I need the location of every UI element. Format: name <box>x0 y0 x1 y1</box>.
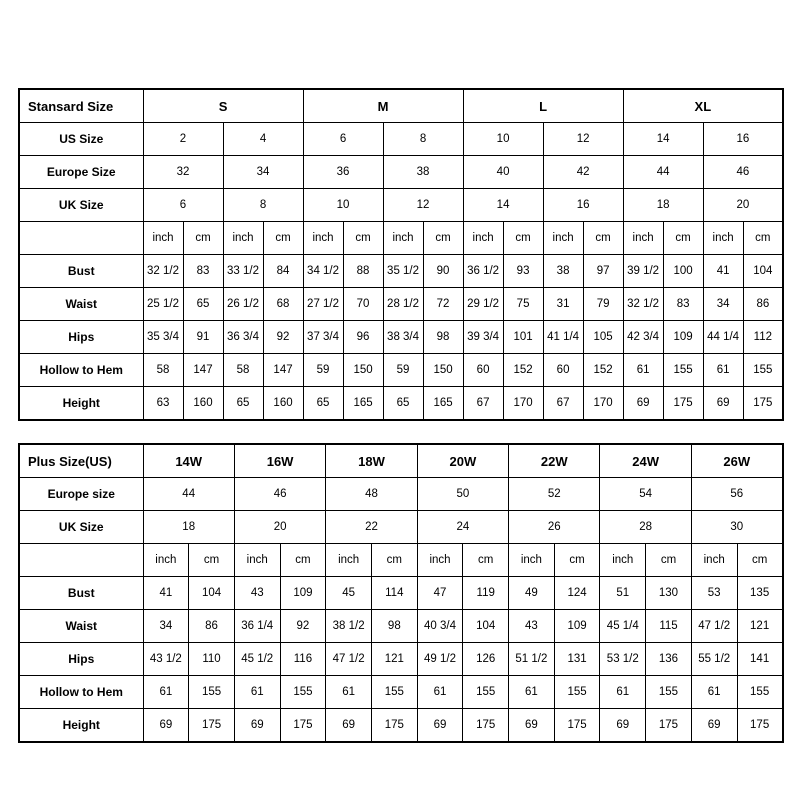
cell: 152 <box>503 354 543 387</box>
cell: 100 <box>663 255 703 288</box>
cell: 93 <box>503 255 543 288</box>
cell: 97 <box>583 255 623 288</box>
unit-cell: cm <box>646 544 692 577</box>
unit-cell: inch <box>623 222 663 255</box>
row-label-europe-size: Europe Size <box>19 156 143 189</box>
unit-cell: cm <box>737 544 783 577</box>
cell: 155 <box>463 676 509 709</box>
cell: 65 <box>383 387 423 421</box>
cell: 51 <box>600 577 646 610</box>
cell: 34 <box>223 156 303 189</box>
table-row <box>19 89 783 123</box>
cell: 165 <box>423 387 463 421</box>
size-group-24w: 24W <box>600 444 691 478</box>
row-label-hollow-to-hem: Hollow to Hem <box>19 676 143 709</box>
plus-size-table <box>18 443 784 743</box>
cell: 29 1/2 <box>463 288 503 321</box>
cell: 65 <box>183 288 223 321</box>
cell: 45 1/2 <box>234 643 280 676</box>
unit-cell: cm <box>280 544 326 577</box>
size-group-xl: XL <box>623 89 783 123</box>
cell: 65 <box>303 387 343 421</box>
cell: 46 <box>703 156 783 189</box>
row-label-uk-size: UK Size <box>19 511 143 544</box>
cell: 175 <box>646 709 692 743</box>
cell: 4 <box>223 123 303 156</box>
size-group-22w: 22W <box>509 444 600 478</box>
table-row <box>19 387 783 421</box>
plus-corner-label: Plus Size(US) <box>19 444 143 478</box>
cell: 52 <box>509 478 600 511</box>
cell: 39 3/4 <box>463 321 503 354</box>
cell: 30 <box>691 511 782 544</box>
unit-cell: inch <box>417 544 463 577</box>
cell: 88 <box>343 255 383 288</box>
cell: 135 <box>737 577 783 610</box>
table-row <box>19 189 783 222</box>
table-row <box>19 444 783 478</box>
size-group-26w: 26W <box>691 444 782 478</box>
cell: 49 <box>509 577 555 610</box>
cell: 69 <box>326 709 372 743</box>
cell: 147 <box>183 354 223 387</box>
cell: 47 <box>417 577 463 610</box>
cell: 43 1/2 <box>143 643 189 676</box>
cell: 109 <box>663 321 703 354</box>
cell: 110 <box>189 643 235 676</box>
table-row <box>19 511 783 544</box>
cell: 41 1/4 <box>543 321 583 354</box>
cell: 69 <box>623 387 663 421</box>
cell: 112 <box>743 321 783 354</box>
cell: 101 <box>503 321 543 354</box>
cell: 126 <box>463 643 509 676</box>
cell: 32 1/2 <box>143 255 183 288</box>
cell: 61 <box>326 676 372 709</box>
cell: 165 <box>343 387 383 421</box>
cell: 6 <box>303 123 383 156</box>
cell: 44 1/4 <box>703 321 743 354</box>
table-row <box>19 577 783 610</box>
cell: 61 <box>143 676 189 709</box>
row-label-hollow-to-hem: Hollow to Hem <box>19 354 143 387</box>
cell: 136 <box>646 643 692 676</box>
unit-cell: cm <box>343 222 383 255</box>
cell: 46 <box>234 478 325 511</box>
cell: 83 <box>183 255 223 288</box>
table-row <box>19 643 783 676</box>
cell: 119 <box>463 577 509 610</box>
cell: 47 1/2 <box>326 643 372 676</box>
cell: 2 <box>143 123 223 156</box>
cell: 109 <box>554 610 600 643</box>
unit-cell: inch <box>383 222 423 255</box>
unit-cell: cm <box>554 544 600 577</box>
cell: 115 <box>646 610 692 643</box>
cell: 51 1/2 <box>509 643 555 676</box>
cell: 114 <box>371 577 417 610</box>
cell: 72 <box>423 288 463 321</box>
cell: 10 <box>463 123 543 156</box>
cell: 61 <box>600 676 646 709</box>
unit-cell: cm <box>503 222 543 255</box>
cell: 10 <box>303 189 383 222</box>
size-group-16w: 16W <box>234 444 325 478</box>
cell: 84 <box>263 255 303 288</box>
cell: 38 3/4 <box>383 321 423 354</box>
cell: 155 <box>554 676 600 709</box>
unit-cell: inch <box>509 544 555 577</box>
cell: 155 <box>189 676 235 709</box>
row-label-height: Height <box>19 387 143 421</box>
cell: 18 <box>143 511 234 544</box>
cell: 36 1/2 <box>463 255 503 288</box>
cell: 170 <box>503 387 543 421</box>
cell: 42 <box>543 156 623 189</box>
cell: 155 <box>280 676 326 709</box>
cell: 150 <box>343 354 383 387</box>
cell: 91 <box>183 321 223 354</box>
cell: 18 <box>623 189 703 222</box>
cell: 124 <box>554 577 600 610</box>
cell: 155 <box>371 676 417 709</box>
cell: 31 <box>543 288 583 321</box>
standard-size-table <box>18 88 784 421</box>
cell: 69 <box>509 709 555 743</box>
cell: 175 <box>280 709 326 743</box>
cell: 50 <box>417 478 508 511</box>
cell: 92 <box>263 321 303 354</box>
table-row <box>19 676 783 709</box>
table-gap <box>18 421 782 443</box>
row-label-hips: Hips <box>19 321 143 354</box>
row-label-bust: Bust <box>19 255 143 288</box>
cell: 34 <box>143 610 189 643</box>
table-row-units <box>19 222 783 255</box>
cell: 83 <box>663 288 703 321</box>
table-row <box>19 123 783 156</box>
cell: 69 <box>691 709 737 743</box>
size-group-m: M <box>303 89 463 123</box>
cell: 25 1/2 <box>143 288 183 321</box>
cell: 8 <box>383 123 463 156</box>
unit-cell: inch <box>543 222 583 255</box>
cell: 175 <box>554 709 600 743</box>
cell: 69 <box>600 709 646 743</box>
size-group-20w: 20W <box>417 444 508 478</box>
cell: 104 <box>189 577 235 610</box>
size-group-18w: 18W <box>326 444 417 478</box>
cell: 116 <box>280 643 326 676</box>
cell: 41 <box>703 255 743 288</box>
cell: 63 <box>143 387 183 421</box>
cell: 38 1/2 <box>326 610 372 643</box>
row-label-uk-size: UK Size <box>19 189 143 222</box>
cell: 16 <box>543 189 623 222</box>
table-row <box>19 354 783 387</box>
unit-row-label <box>19 222 143 255</box>
cell: 150 <box>423 354 463 387</box>
cell: 36 1/4 <box>234 610 280 643</box>
cell: 34 1/2 <box>303 255 343 288</box>
cell: 155 <box>646 676 692 709</box>
cell: 56 <box>691 478 782 511</box>
cell: 59 <box>303 354 343 387</box>
cell: 109 <box>280 577 326 610</box>
row-label-waist: Waist <box>19 288 143 321</box>
cell: 147 <box>263 354 303 387</box>
cell: 38 <box>543 255 583 288</box>
cell: 175 <box>743 387 783 421</box>
cell: 58 <box>143 354 183 387</box>
cell: 37 3/4 <box>303 321 343 354</box>
row-label-hips: Hips <box>19 643 143 676</box>
cell: 121 <box>737 610 783 643</box>
cell: 141 <box>737 643 783 676</box>
cell: 39 1/2 <box>623 255 663 288</box>
cell: 14 <box>623 123 703 156</box>
cell: 130 <box>646 577 692 610</box>
cell: 98 <box>423 321 463 354</box>
cell: 105 <box>583 321 623 354</box>
cell: 35 1/2 <box>383 255 423 288</box>
size-group-l: L <box>463 89 623 123</box>
cell: 61 <box>703 354 743 387</box>
unit-cell: inch <box>326 544 372 577</box>
cell: 38 <box>383 156 463 189</box>
cell: 152 <box>583 354 623 387</box>
row-label-bust: Bust <box>19 577 143 610</box>
cell: 45 <box>326 577 372 610</box>
row-label-height: Height <box>19 709 143 743</box>
cell: 131 <box>554 643 600 676</box>
cell: 34 <box>703 288 743 321</box>
unit-cell: inch <box>303 222 343 255</box>
cell: 86 <box>189 610 235 643</box>
row-label-europe-size: Europe size <box>19 478 143 511</box>
unit-cell: inch <box>703 222 743 255</box>
cell: 32 1/2 <box>623 288 663 321</box>
cell: 58 <box>223 354 263 387</box>
cell: 26 1/2 <box>223 288 263 321</box>
cell: 36 <box>303 156 383 189</box>
cell: 104 <box>743 255 783 288</box>
cell: 60 <box>463 354 503 387</box>
table-row <box>19 610 783 643</box>
unit-cell: cm <box>583 222 623 255</box>
cell: 160 <box>183 387 223 421</box>
unit-cell: cm <box>183 222 223 255</box>
unit-cell: cm <box>423 222 463 255</box>
cell: 8 <box>223 189 303 222</box>
cell: 48 <box>326 478 417 511</box>
cell: 155 <box>743 354 783 387</box>
table-row-units <box>19 544 783 577</box>
cell: 20 <box>234 511 325 544</box>
cell: 20 <box>703 189 783 222</box>
cell: 16 <box>703 123 783 156</box>
unit-cell: cm <box>371 544 417 577</box>
cell: 59 <box>383 354 423 387</box>
cell: 69 <box>234 709 280 743</box>
unit-cell: inch <box>143 222 183 255</box>
cell: 41 <box>143 577 189 610</box>
standard-corner-label: Stansard Size <box>19 89 143 123</box>
cell: 155 <box>663 354 703 387</box>
cell: 155 <box>737 676 783 709</box>
cell: 67 <box>543 387 583 421</box>
cell: 27 1/2 <box>303 288 343 321</box>
cell: 104 <box>463 610 509 643</box>
cell: 69 <box>417 709 463 743</box>
cell: 22 <box>326 511 417 544</box>
cell: 28 1/2 <box>383 288 423 321</box>
cell: 53 1/2 <box>600 643 646 676</box>
cell: 92 <box>280 610 326 643</box>
unit-cell: cm <box>463 544 509 577</box>
unit-cell: cm <box>663 222 703 255</box>
cell: 53 <box>691 577 737 610</box>
cell: 60 <box>543 354 583 387</box>
cell: 79 <box>583 288 623 321</box>
cell: 24 <box>417 511 508 544</box>
table-row <box>19 288 783 321</box>
cell: 44 <box>143 478 234 511</box>
cell: 175 <box>737 709 783 743</box>
row-label-us-size: US Size <box>19 123 143 156</box>
row-label-waist: Waist <box>19 610 143 643</box>
unit-cell: inch <box>143 544 189 577</box>
unit-cell: inch <box>223 222 263 255</box>
cell: 40 <box>463 156 543 189</box>
unit-cell: cm <box>263 222 303 255</box>
cell: 61 <box>509 676 555 709</box>
cell: 43 <box>234 577 280 610</box>
cell: 47 1/2 <box>691 610 737 643</box>
cell: 40 3/4 <box>417 610 463 643</box>
cell: 67 <box>463 387 503 421</box>
cell: 12 <box>543 123 623 156</box>
cell: 28 <box>600 511 691 544</box>
unit-cell: cm <box>743 222 783 255</box>
unit-cell: cm <box>189 544 235 577</box>
cell: 170 <box>583 387 623 421</box>
size-group-14w: 14W <box>143 444 234 478</box>
table-row <box>19 478 783 511</box>
cell: 121 <box>371 643 417 676</box>
cell: 69 <box>143 709 189 743</box>
cell: 61 <box>691 676 737 709</box>
unit-cell: inch <box>234 544 280 577</box>
cell: 98 <box>371 610 417 643</box>
table-row <box>19 709 783 743</box>
cell: 45 1/4 <box>600 610 646 643</box>
cell: 49 1/2 <box>417 643 463 676</box>
table-row <box>19 156 783 189</box>
unit-cell: inch <box>691 544 737 577</box>
cell: 160 <box>263 387 303 421</box>
cell: 42 3/4 <box>623 321 663 354</box>
cell: 69 <box>703 387 743 421</box>
cell: 44 <box>623 156 703 189</box>
cell: 75 <box>503 288 543 321</box>
cell: 175 <box>463 709 509 743</box>
cell: 70 <box>343 288 383 321</box>
cell: 96 <box>343 321 383 354</box>
cell: 175 <box>189 709 235 743</box>
cell: 175 <box>371 709 417 743</box>
cell: 6 <box>143 189 223 222</box>
table-row <box>19 321 783 354</box>
cell: 14 <box>463 189 543 222</box>
unit-cell: inch <box>600 544 646 577</box>
cell: 90 <box>423 255 463 288</box>
cell: 61 <box>417 676 463 709</box>
unit-row-label <box>19 544 143 577</box>
cell: 55 1/2 <box>691 643 737 676</box>
cell: 175 <box>663 387 703 421</box>
size-group-s: S <box>143 89 303 123</box>
cell: 65 <box>223 387 263 421</box>
unit-cell: inch <box>463 222 503 255</box>
cell: 54 <box>600 478 691 511</box>
cell: 61 <box>623 354 663 387</box>
table-row <box>19 255 783 288</box>
cell: 36 3/4 <box>223 321 263 354</box>
cell: 86 <box>743 288 783 321</box>
cell: 43 <box>509 610 555 643</box>
cell: 32 <box>143 156 223 189</box>
cell: 26 <box>509 511 600 544</box>
cell: 68 <box>263 288 303 321</box>
cell: 33 1/2 <box>223 255 263 288</box>
cell: 61 <box>234 676 280 709</box>
cell: 12 <box>383 189 463 222</box>
cell: 35 3/4 <box>143 321 183 354</box>
